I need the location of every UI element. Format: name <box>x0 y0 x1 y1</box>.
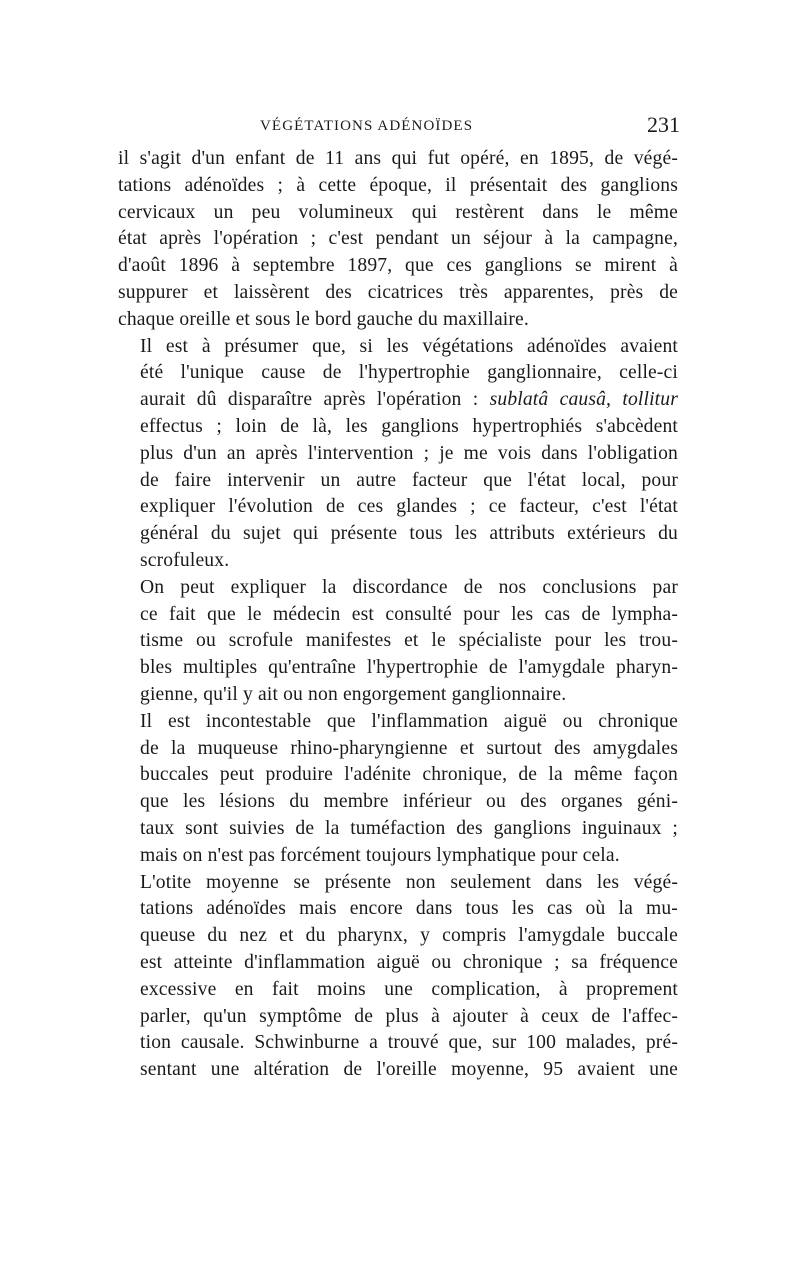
paragraph-3 <box>118 575 678 709</box>
text-line: buccales peut produire l'adénite chronique, de la même façon <box>140 764 678 786</box>
text-line: Il est à présumer que, si les végétations adénoïdes avaient <box>140 335 678 357</box>
text-line: d'août 1896 à septembre 1897, que ces ganglions se mirent à <box>118 255 678 277</box>
text-line: tations adénoïdes mais encore dans tous les cas où la mu- <box>140 898 678 920</box>
text-line: queuse du nez et du pharynx, y compris l'amygdale buccale <box>140 925 678 947</box>
paragraph-1 <box>118 146 678 334</box>
text-line: scrofuleux. <box>140 549 230 571</box>
text-line: chaque oreille et sous le bord gauche du maxillaire. <box>118 308 529 330</box>
body-text <box>118 146 678 1084</box>
paragraph-5 <box>118 870 678 1084</box>
text-line: sentant une altération de l'oreille moyenne, 95 avaient une <box>140 1059 678 1081</box>
paragraph-2 <box>118 334 678 575</box>
text-line: général du sujet qui présente tous les attributs extérieurs du <box>140 523 678 545</box>
text-line: gienne, qu'il y ait ou non engorgement ganglionnaire. <box>140 683 567 705</box>
text-line: tations adénoïdes ; à cette époque, il présentait des ganglions <box>118 174 678 196</box>
book-page <box>118 112 678 1084</box>
text-line: été l'unique cause de l'hypertrophie ganglionnaire, celle-ci <box>140 362 678 384</box>
running-title: VÉGÉTATIONS ADÉNOÏDES <box>260 118 474 134</box>
text-line: excessive en fait moins une complication, à proprement <box>140 978 678 1000</box>
page-number: 231 <box>647 112 680 137</box>
text-line: état après l'opération ; c'est pendant un séjour à la campagne, <box>118 228 678 250</box>
text-line-with-italic <box>118 387 678 414</box>
text-line: Il est incontestable que l'inflammation aiguë ou chronique <box>140 710 678 732</box>
text-line: taux sont suivies de la tuméfaction des ganglions inguinaux ; <box>140 817 678 839</box>
text-line: bles multiples qu'entraîne l'hypertrophie de l'amygdale pharyn- <box>140 657 678 679</box>
text-segment: aurait dû disparaître après l'opération : <box>140 389 479 411</box>
text-line: plus d'un an après l'intervention ; je me vois dans l'obligation <box>140 442 678 464</box>
text-line: est atteinte d'inflammation aiguë ou chronique ; sa fréquence <box>140 951 678 973</box>
text-line: On peut expliquer la discordance de nos conclusions par <box>140 576 678 598</box>
text-line: cervicaux un peu volumineux qui restèrent dans le même <box>118 201 678 223</box>
text-line: de faire intervenir un autre facteur que l'état local, pour <box>140 469 678 491</box>
text-line: que les lésions du membre inférieur ou des organes géni- <box>140 791 678 813</box>
text-line: tion causale. Schwinburne a trouvé que, sur 100 malades, pré- <box>140 1032 678 1054</box>
paragraph-4 <box>118 709 678 870</box>
text-line: expliquer l'évolution de ces glandes ; ce facteur, c'est l'état <box>140 496 678 518</box>
text-line: parler, qu'un symptôme de plus à ajouter à ceux de l'affec- <box>140 1005 678 1027</box>
text-line: tisme ou scrofule manifestes et le spécialiste pour les trou- <box>140 630 678 652</box>
text-line: il s'agit d'un enfant de 11 ans qui fut opéré, en 1895, de végé- <box>118 148 678 169</box>
text-line: mais on n'est pas forcément toujours lymphatique pour cela. <box>140 844 620 866</box>
latin-phrase: sublatâ causâ, tollitur <box>489 389 679 411</box>
running-header <box>118 112 678 146</box>
text-line: L'otite moyenne se présente non seulement dans les végé- <box>140 871 678 893</box>
text-line: de la muqueuse rhino-pharyngienne et surtout des amygdales <box>140 737 678 759</box>
text-line: ce fait que le médecin est consulté pour les cas de lympha- <box>140 603 678 625</box>
text-line: suppurer et laissèrent des cicatrices très apparentes, près de <box>118 281 678 303</box>
text-line: effectus ; loin de là, les ganglions hypertrophiés s'abcèdent <box>140 415 678 437</box>
